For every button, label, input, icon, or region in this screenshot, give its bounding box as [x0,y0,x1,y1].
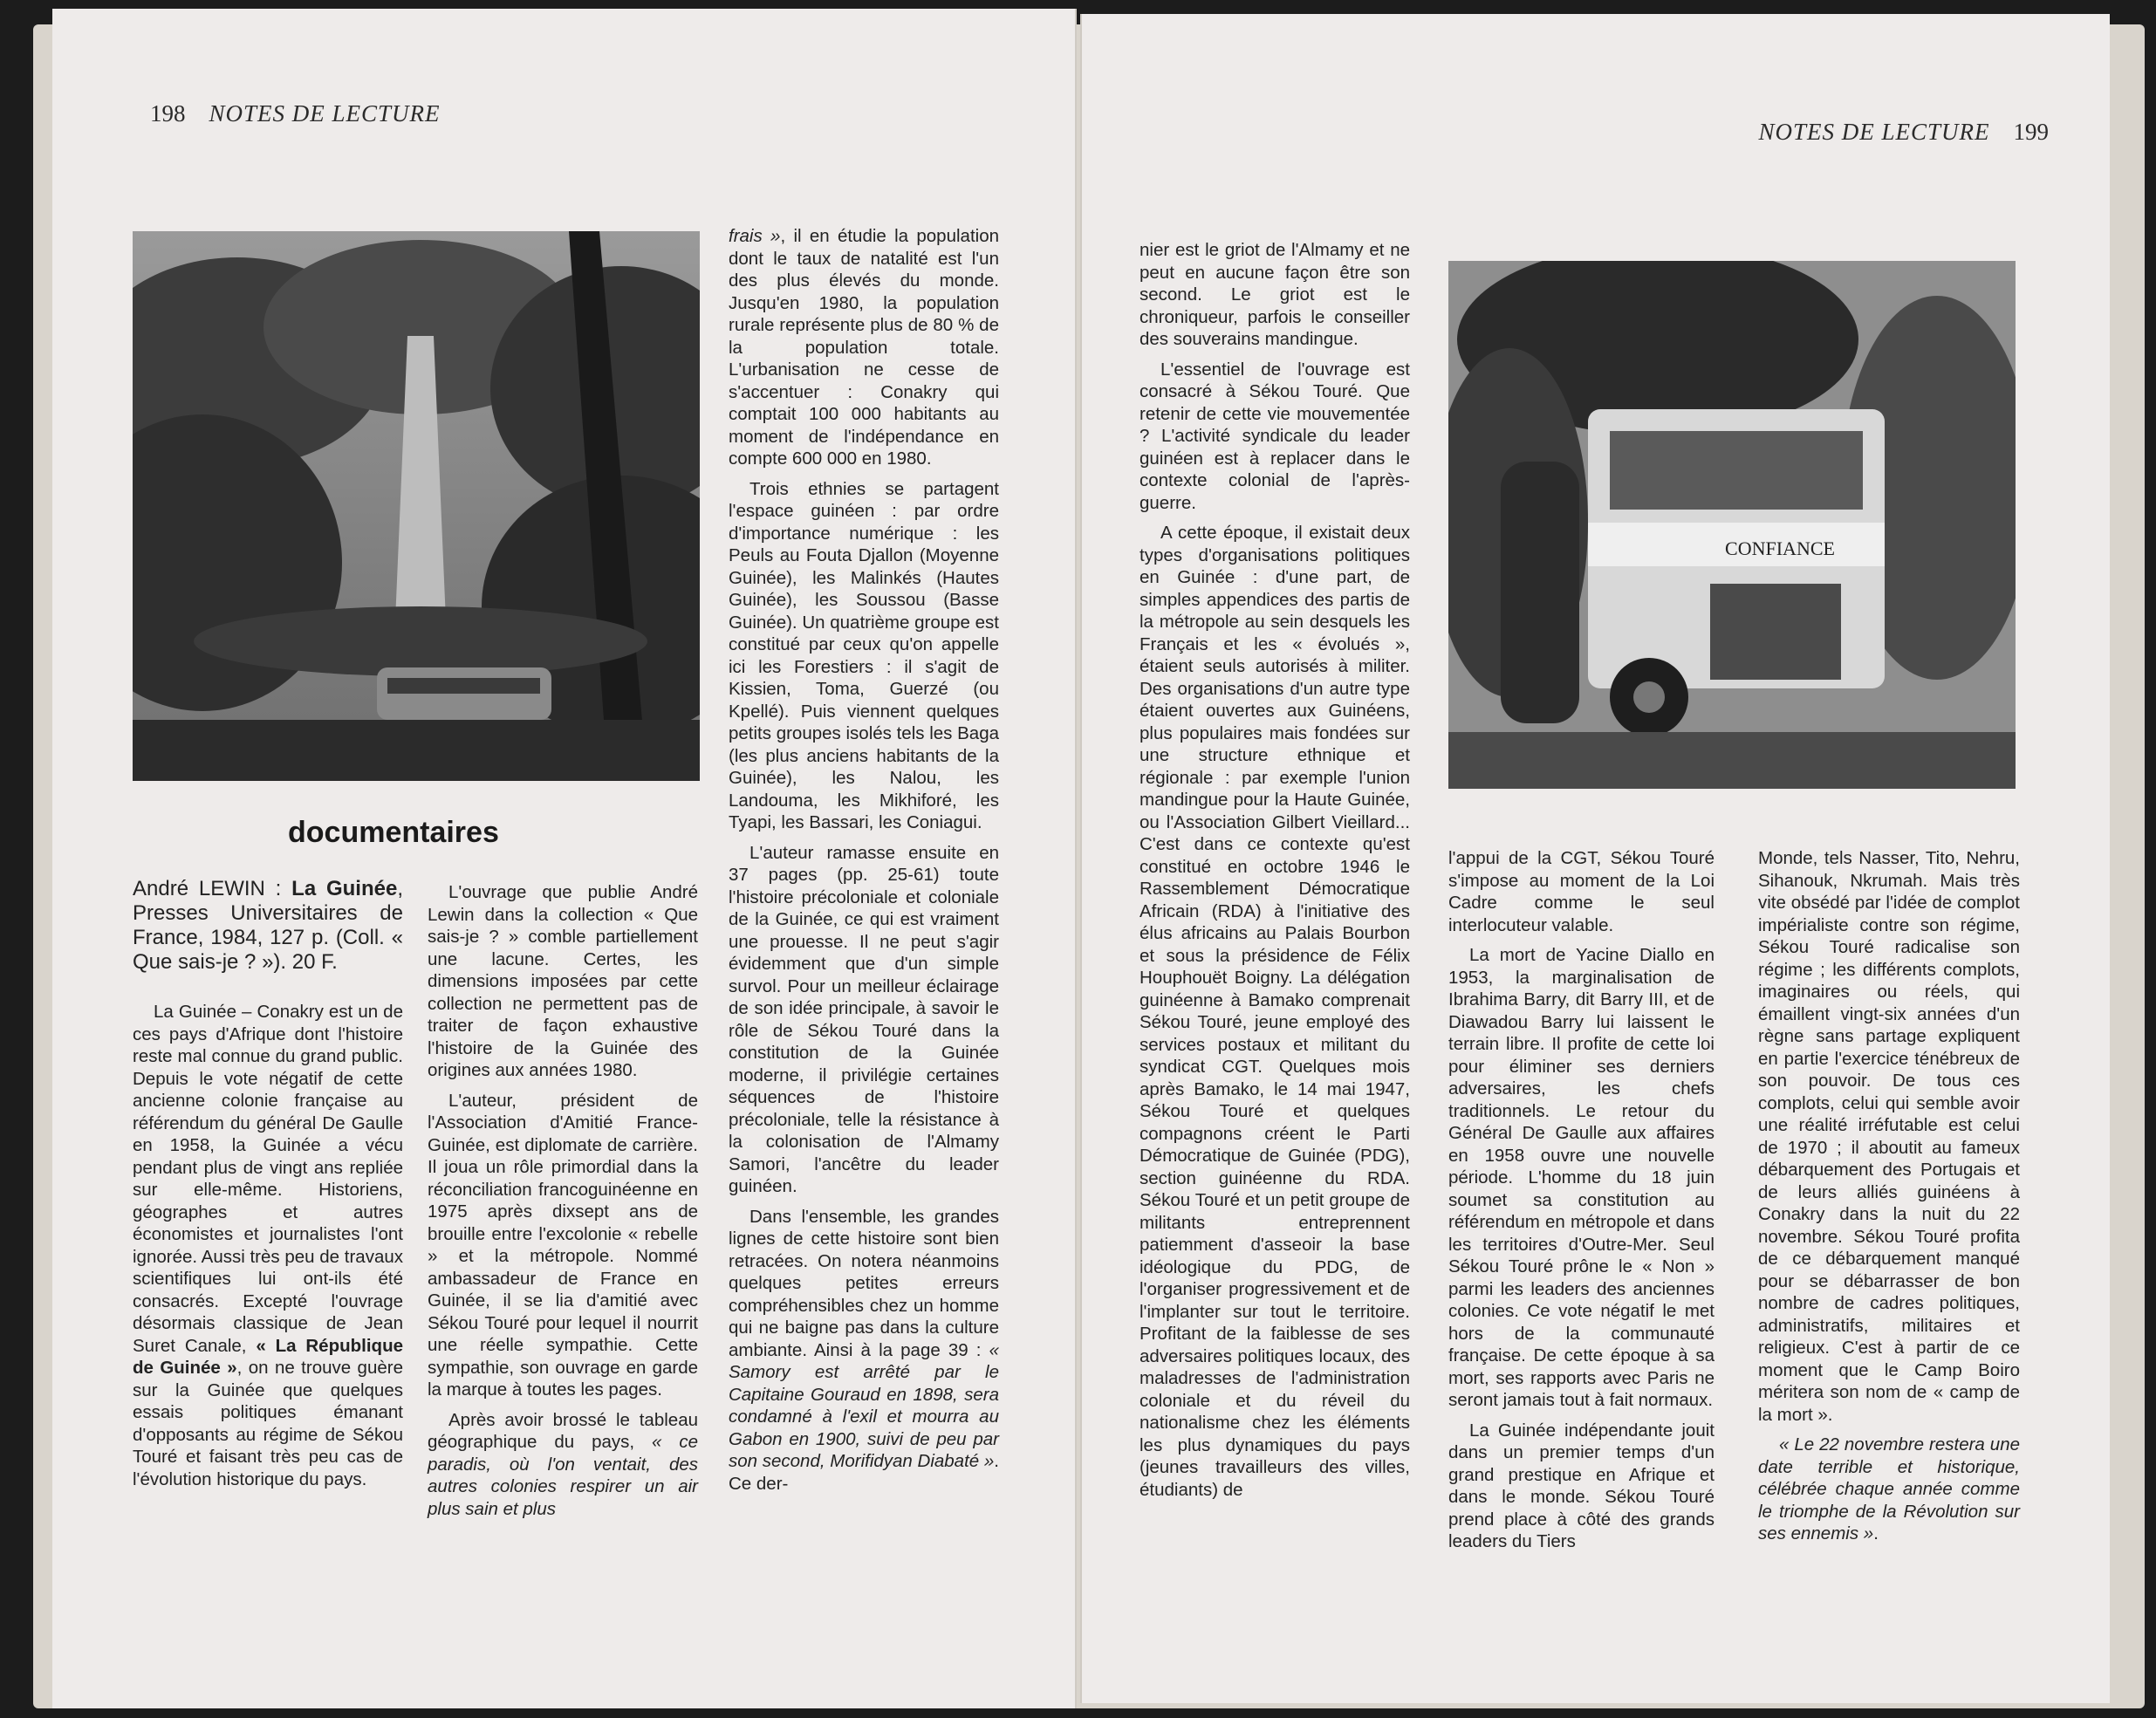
paragraph: L'auteur, président de l'Association d'Amitié France-Guinée, est diplomate de carrière. Il joua un rôle primordial dans la réconciliation francoguinéenne en 1975 après dixsept ans de brouille entre l'excolonie « rebelle » et la métropole. Nommé ambassadeur de France en Guinée, il se lia d'amitié avec Sékou Touré pour lequel il nourrit une réelle sympathie. Cette sympathie, son ouvrage en garde la marque à toutes les pages. [428,1090,698,1400]
bib-title: La Guinée [291,877,398,900]
paragraph: Trois ethnies se partagent l'espace guinéen : par ordre d'importance numérique : les Peuls au Fouta Djallon (Moyenne Guinée), les Malinkés (Hautes Guinée), les Soussou (Basse Guinée). Un quatrième groupe est constitué par ceux qu'on appelle ici les Forestiers : il s'agit de Kissien, Toma, Guerzé (ou Kpellé). Puis viennent quelques petits groupes isolés tels les Baga (les plus anciens habitants de la Guinée), les Nalou, les Landouma, les Mikhiforé, les Tyapi, les Bassari, les Coniagui. [729,478,999,832]
paragraph: A cette époque, il existait deux types d'organisations politiques en Guinée : d'une part, de simples appendices des partis de la métropole au sein desquels les Français et les « évolués », étaient seuls autorisés à militer. Des organisations d'un autre type étaient ouvertes aux Guinéens, plus populaires mais fondées sur une structure ethnique et régionale : par exemple l'union mandingue pour la Haute Guinée, ou l'Association Gilbert Vieillard... C'est dans ce contexte qu'est constitué en octobre 1946 le Rassemblement Démocratique Africain (RDA) à l'initiative des élus africains au Palais Bourbon et sous la présidence de Félix Houphouët Boigny. La délégation guinéenne à Bamako comprenait Sékou Touré, jeune employé des services postaux et militant du syndicat CGT. Quelques mois après Bamako, le 14 mai 1947, Sékou Touré et quelques compagnons créent le Parti Démocratique de Guinée (PDG), section guinéenne du RDA. Sékou Touré et un petit groupe de militants entreprennent patiemment d'asseoir la base idéologique du PDG, de l'organiser progressivement et de l'implanter sur tout le territoire. Profitant de la faiblesse de ses adversaires politiques locaux, des maladresses de l'administration coloniale et du réveil du nationalisme chez les éléments les plus dynamiques du pays (jeunes travailleurs des villes, étudiants) de [1140,523,1410,1500]
bib-author: André LEWIN : [133,877,292,900]
left-column-3 [729,225,999,1502]
quote: « Samory est arrêté par le Capitaine Gouraud en 1898, sera condamné à l'exil et mourra au Gabon en 1900, suivi de peu par son second, Morifidyan Diabaté » [729,1339,999,1471]
right-page [1080,14,2110,1703]
left-column-1 [133,877,403,1498]
paragraph [428,1409,698,1521]
left-page [52,9,1077,1708]
left-page-header [150,100,441,127]
paragraph: Monde, tels Nasser, Tito, Nehru, Sihanouk, Nkrumah. Mais très vite obsédé par l'idée de complot impérialiste contre son régime, Sékou Touré radicalise son régime ; les différents complots, imaginaires ou réels, qui émaillent vingt-six années d'un règne sans partage expliquent en partie l'exercice ténébreux de son pouvoir. De tous ces complots, celui qui semble avoir une réalité irréfutable est celui de 1970 ; il aboutit au fameux débarquement des Portugais et de leurs alliés guinéens à Conakry dans la nuit du 22 novembre. Sékou Touré profita de ce débarquement manqué pour se débarrasser de bon nombre de cadres politiques, administratifs, militaires et religieux. C'est à partir de ce moment que le Camp Boiro méritera son nom de « camp de la mort ». [1758,848,2020,1425]
left-column-2 [428,881,698,1528]
right-page-number: 199 [2013,119,2049,145]
text: . [1873,1523,1879,1543]
text: , on ne trouve guère sur la Guinée que quelques essais politiques émanant d'opposants au régime de Sékou Touré et faisant très peu cas de l'évolution historique du pays. [133,1358,403,1489]
left-page-number: 198 [150,100,186,127]
quote: frais » [729,226,781,246]
paragraph: La mort de Yacine Diallo en 1953, la marginalisation de Ibrahima Barry, dit Barry III, et de Diawadou Barry lui laissent le terrain libre. Il profite de cette loi pour éliminer ses derniers adversaires, les chefs traditionnels. Le retour du Général De Gaulle aux affaires en 1958 ouvre une nouvelle période. L'homme du 18 juin soumet sa constitution au référendum en métropole et dans les territoires d'Outre-Mer. Seul Sékou Touré prône le « Non » parmi les leaders des anciennes colonies. Ce vote négatif le met hors de la communauté française. De cette époque à sa mort, ses rapports avec Paris ne seront jamais tout à fait normaux. [1448,945,1715,1410]
right-page-header [1758,119,2049,146]
paragraph: L'ouvrage que publie André Lewin dans la collection « Que sais-je ? » comble partiellement une lacune. Certes, les dimensions imposées par cette collection ne permettent pas de traiter de façon exhaustive l'histoire de la Guinée des origines aux années 1980. [428,882,698,1080]
right-column-2 [1448,847,1715,1561]
text: Dans l'ensemble, les grandes lignes de cette histoire sont bien retracées. On notera néanmoins quelques petites erreurs compréhensibles chez un homme qui ne baigne pas dans la culture ambiante. Ainsi à la page 39 : [729,1206,999,1360]
paragraph: L'essentiel de l'ouvrage est consacré à Sékou Touré. Que retenir de cette vie mouvementée ? L'activité syndicale du leader guinéen est à replacer dans le contexte colonial de l'après-guerre. [1140,359,1410,513]
bibliography-entry [133,877,403,975]
truck-sign: CONFIANCE [1725,537,1835,559]
quote: « ce paradis, où l'on ventait, des autres colonies respirer un air plus sain et plus [428,1432,699,1519]
truck-photo [1448,261,2016,789]
paragraph [133,1001,403,1490]
paragraph [729,225,999,470]
paragraph [729,1206,999,1496]
paragraph: l'appui de la CGT, Sékou Touré s'impose au moment de la Loi Cadre comme le seul interlocuteur valable. [1448,848,1715,935]
left-running-title: NOTES DE LECTURE [209,100,441,127]
forest-train-image [133,231,700,781]
forest-train-photo [133,231,700,781]
text: Après avoir brossé le tableau géographique du pays, [428,1409,698,1452]
text: , il en étudie la population dont le taux de natalité est l'un des plus élevés du monde. Jusqu'en 1980, la population rurale représente plus de 80 % de la population totale. L'urbanisation ne cesse de s'accentuer : Conakry qui comptait 100 000 habitants au moment de l'indépendance en compte 600 000 en 1980. [729,226,999,469]
section-title: documentaires [288,816,499,849]
text: . Ce der- [729,1451,999,1494]
right-column-3 [1758,847,2020,1553]
text: La Guinée – Conakry est un de ces pays d'Afrique dont l'histoire reste mal connue du grand public. Depuis le vote négatif de cette ancienne colonie française au référendum du général De Gaulle en 1958, la Guinée a vécu pendant plus de vingt ans repliée sur elle-même. Historiens, géographes et autres économistes et journalistes l'ont ignorée. Aussi très peu de travaux scientifiques lui ont-ils été consacrés. Excepté l'ouvrage désormais classique de Jean Suret Canale, [133,1002,403,1356]
paragraph [1758,1434,2020,1545]
quote: « Le 22 novembre restera une date terrible et historique, célébrée chaque année comme le triomphe de la Révolution sur ses ennemis » [1758,1434,2020,1543]
right-column-1 [1140,239,1410,1509]
paragraph: L'auteur ramasse ensuite en 37 pages (pp. 25-61) toute l'histoire précoloniale et coloniale de la Guinée, ce qui est vraiment une prouesse. Il ne peut s'agir évidemment que d'un simple survol. Pour un meilleur éclairage de son idée principale, à savoir le rôle de Sékou Touré dans la constitution de la Guinée moderne, il privilégie certaines séquences de l'histoire précoloniale, telle la résistance à la colonisation de l'Almamy Samori, l'ancêtre du leader guinéen. [729,842,999,1196]
paragraph: La Guinée indépendante jouit dans un premier temps d'un grand prestique en Afrique et dans le monde. Sékou Touré prend place à côté des grands leaders du Tiers [1448,1420,1715,1551]
right-running-title: NOTES DE LECTURE [1758,119,1990,145]
truck-image [1448,261,2016,789]
bib-details: , Presses Universitaires de France, 1984, 127 p. (Coll. « Que sais-je ? »). 20 F. [133,877,403,974]
paragraph: nier est le griot de l'Almamy et ne peut en aucune façon être son second. Le griot est le chroniqueur, parfois le conseiller des souverains mandingue. [1140,240,1410,349]
book-reference: « La République de Guinée » [133,1335,403,1378]
